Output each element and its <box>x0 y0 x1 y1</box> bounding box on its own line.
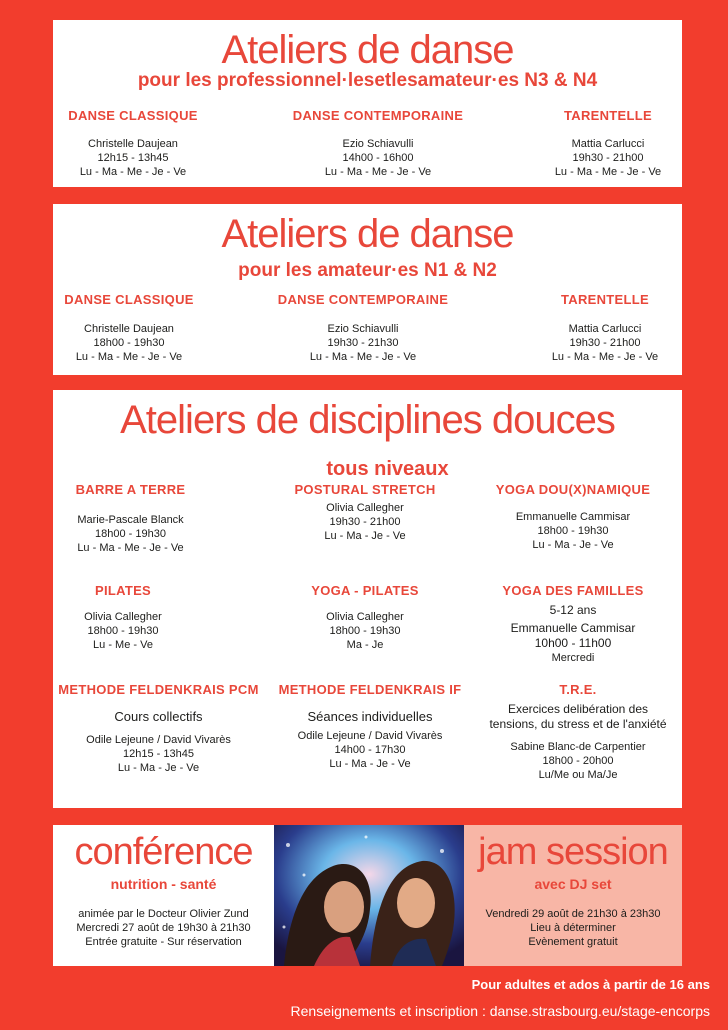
course-col <box>53 108 213 179</box>
course-col <box>275 682 465 771</box>
course-col <box>263 292 463 364</box>
schedule: 10h00 - 11h00 <box>534 636 612 650</box>
section-douces <box>53 390 682 808</box>
days: Lu - Ma - Me - Je - Ve <box>551 351 659 363</box>
course-col <box>483 482 663 552</box>
conference-details <box>53 907 274 949</box>
schedule: 18h00 - 19h30 <box>95 528 166 540</box>
teacher: Olivia Callegher <box>326 611 404 623</box>
section-amateur-title: Ateliers de danse <box>221 212 514 256</box>
teacher: Emmanuelle Cammisar <box>510 621 636 635</box>
jam-title: jam session <box>478 831 668 873</box>
teacher: Odile Lejeune / David Vivarès <box>86 734 231 746</box>
schedule: 18h00 - 19h30 <box>87 625 159 637</box>
description: Séances individuelles <box>307 709 433 724</box>
course-heading: YOGA DOU(X)NAMIQUE <box>495 482 651 497</box>
section-amateur <box>53 204 682 375</box>
course-heading: POSTURAL STRETCH <box>294 482 436 497</box>
schedule: 12h15 - 13h45 <box>123 748 194 760</box>
teacher: Odile Lejeune / David Vivarès <box>297 730 443 742</box>
schedule: 18h00 - 19h30 <box>537 525 609 537</box>
schedule: 14h00 - 17h30 <box>334 744 406 756</box>
days: Lu - Me - Ve <box>93 639 153 651</box>
course-heading: TARENTELLE <box>564 108 652 123</box>
course-heading: TARENTELLE <box>561 292 649 307</box>
teacher: Emmanuelle Cammisar <box>515 511 631 523</box>
days: Lu - Ma - Me - Je - Ve <box>324 166 432 178</box>
conference-entry: Entrée gratuite - Sur réservation <box>85 936 242 948</box>
days: Lu - Ma - Me - Je - Ve <box>77 542 184 554</box>
days: Lu - Ma - Je - Ve <box>329 758 411 770</box>
teacher: Christelle Daujean <box>84 323 174 335</box>
course-col <box>53 292 205 364</box>
course-col <box>53 583 193 652</box>
course-col <box>483 583 663 665</box>
section-douces-subtitle: tous niveaux <box>326 458 449 480</box>
course-heading: DANSE CONTEMPORAINE <box>277 292 449 307</box>
schedule: 18h00 - 19h30 <box>93 337 165 349</box>
teacher: Sabine Blanc-de Carpentier <box>510 741 646 753</box>
schedule: 18h00 - 20h00 <box>542 755 614 767</box>
teacher: Ezio Schiavulli <box>342 138 414 150</box>
description: tensions, du stress et de l'anxiété <box>489 717 667 731</box>
course-heading: METHODE FELDENKRAIS PCM <box>58 682 259 697</box>
schedule: 19h30 - 21h30 <box>327 337 399 349</box>
course-col <box>540 292 670 364</box>
days: Mercredi <box>551 652 595 664</box>
jam-date: Vendredi 29 août de 21h30 à 23h30 <box>485 908 661 920</box>
jam-panel <box>464 825 682 966</box>
audience-note: Pour adultes et ados à partir de 16 ans <box>471 977 710 992</box>
teacher: Mattia Carlucci <box>571 138 645 150</box>
days: Lu - Ma - Je - Ve <box>324 530 406 542</box>
days: Ma - Je <box>346 639 384 651</box>
course-heading: DANSE CLASSIQUE <box>68 108 198 123</box>
section-pro-subtitle: pour les professionnel·lesetlesamateur·es N3 & N4 <box>137 70 598 91</box>
age-range: 5-12 ans <box>549 603 597 617</box>
conference-title: conférence <box>74 831 253 873</box>
teacher: Ezio Schiavulli <box>327 323 399 335</box>
days: Lu - Ma - Je - Ve <box>117 762 200 774</box>
teacher: Olivia Callegher <box>84 611 162 623</box>
course-heading: METHODE FELDENKRAIS IF <box>278 682 462 697</box>
teacher: Marie-Pascale Blanck <box>77 514 184 526</box>
jam-subtitle: avec DJ set <box>534 876 612 892</box>
jam-location: Lieu à déterminer <box>530 922 616 934</box>
conference-host: animée par le Docteur Olivier Zund <box>78 908 249 920</box>
course-col <box>543 108 673 179</box>
course-col <box>478 682 678 782</box>
teacher: Olivia Callegher <box>326 502 404 514</box>
course-heading: YOGA - PILATES <box>311 583 419 598</box>
days: Lu/Me ou Ma/Je <box>538 769 618 781</box>
teacher: Christelle Daujean <box>88 138 178 150</box>
schedule: 18h00 - 19h30 <box>329 625 401 637</box>
description: Cours collectifs <box>114 709 203 724</box>
section-douces-title: Ateliers de disciplines douces <box>120 398 615 442</box>
days: Lu - Ma - Je - Ve <box>532 539 614 551</box>
schedule: 12h15 - 13h45 <box>97 152 169 164</box>
course-heading: YOGA DES FAMILLES <box>502 583 644 598</box>
days: Lu - Ma - Me - Je - Ve <box>79 166 187 178</box>
conference-subtitle: nutrition - santé <box>110 876 217 892</box>
course-col <box>278 108 478 179</box>
conference-panel <box>53 825 274 966</box>
course-heading: PILATES <box>94 583 152 598</box>
course-col <box>275 482 455 543</box>
course-heading: T.R.E. <box>559 682 597 697</box>
days: Lu - Ma - Me - Je - Ve <box>75 351 183 363</box>
registration-info: Renseignements et inscription : danse.strasbourg.eu/stage-encorps <box>290 1003 710 1019</box>
schedule: 19h30 - 21h00 <box>569 337 641 349</box>
section-pro-title: Ateliers de danse <box>221 28 514 72</box>
course-col <box>275 583 455 652</box>
jam-entry: Evènement gratuit <box>528 936 618 948</box>
description: Exercices delibération des <box>507 702 649 716</box>
section-amateur-subtitle: pour les amateur·es N1 & N2 <box>238 260 497 281</box>
teacher: Mattia Carlucci <box>568 323 642 335</box>
course-heading: BARRE A TERRE <box>75 482 186 497</box>
section-pro <box>53 20 682 187</box>
conference-date: Mercredi 27 août de 19h30 à 21h30 <box>76 922 251 934</box>
days: Lu - Ma - Me - Je - Ve <box>309 351 417 363</box>
course-col <box>53 482 208 555</box>
jam-details <box>464 907 682 949</box>
course-heading: DANSE CLASSIQUE <box>64 292 194 307</box>
schedule: 19h30 - 21h00 <box>572 152 644 164</box>
schedule: 14h00 - 16h00 <box>342 152 414 164</box>
course-heading: DANSE CONTEMPORAINE <box>292 108 464 123</box>
days: Lu - Ma - Me - Je - Ve <box>554 166 662 178</box>
course-col <box>56 682 261 775</box>
dancers-photo <box>274 825 464 966</box>
schedule: 19h30 - 21h00 <box>329 516 401 528</box>
